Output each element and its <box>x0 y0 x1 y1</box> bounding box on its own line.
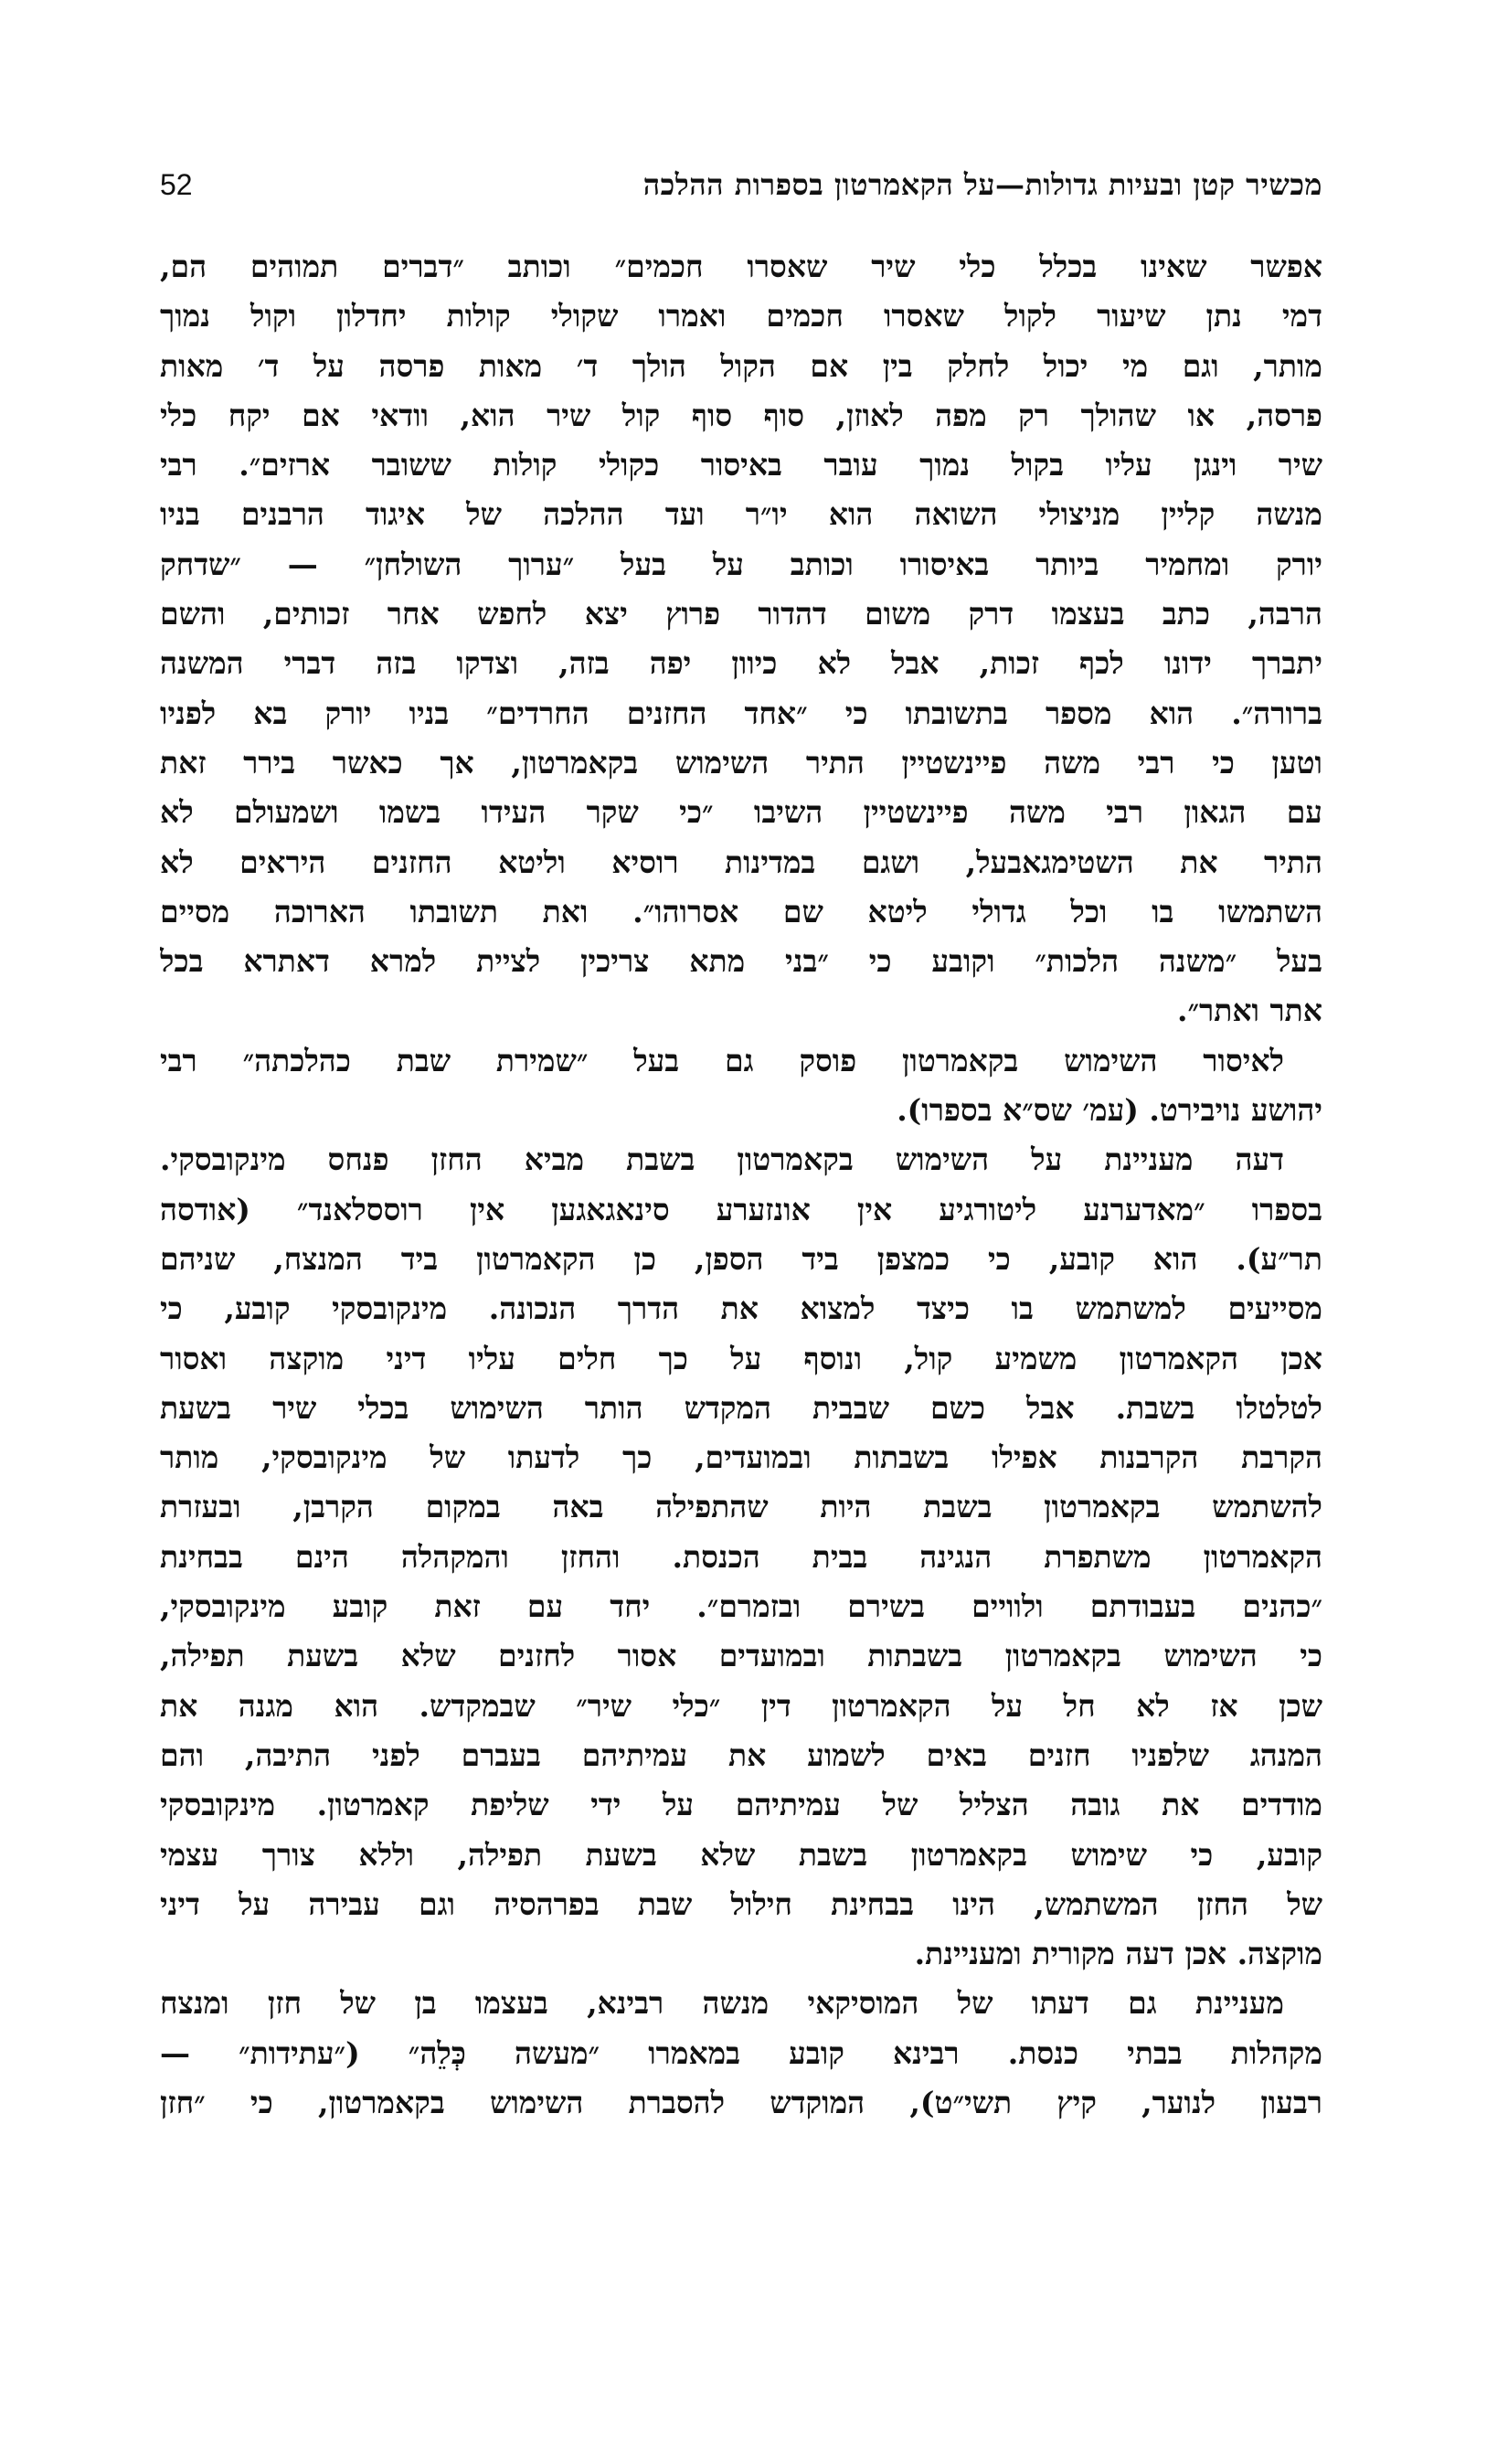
text-line: פרסה, או שהולך רק מפה לאוזן, סוף סוף קול שיר הוא, וודאי אם יקח כלי <box>160 397 1322 433</box>
text-line: הרבה, כתב בעצמו דרק משום דהדור פרוץ יצא לחפש אחר זכותים, והשם <box>160 596 1322 632</box>
text-line: השתמשו בו וכל גדולי ליטא שם אסרוהו״. ואת תשובתו הארוכה מסיים <box>160 893 1322 929</box>
text-line: התיר את השטימגאבעל, ושגם במדינות רוסיא וליטא החזנים היראים לא <box>160 844 1322 880</box>
text-line: להשתמש בקאמרטון בשבת היות שהתפילה באה במקום הקרבן, ובעזרת <box>160 1489 1322 1525</box>
text-line: אפשר שאינו בכלל כלי שיר שאסרו חכמים״ וכותב ״דברים תמוהים הם, <box>160 249 1322 284</box>
text-line: ״כהנים בעבודתם ולוויים בשירם ובזמרם״. יחד עם זאת קובע מינקובסקי, <box>160 1588 1322 1625</box>
text-line: מסייעים למשתמש בו כיצד למצוא את הדרך הנכונה. מינקובסקי קובע, כי <box>160 1290 1322 1327</box>
text-line: ברורה״. הוא מספר בתשובתו כי ״אחד החזנים החרדים״ בניו יורק בא לפניו <box>160 695 1322 731</box>
text-line: לאיסור השימוש בקאמרטון פוסק גם בעל ״שמירת שבת כהלכתה״ רבי <box>160 1042 1284 1078</box>
text-line: וטען כי רבי משה פיינשטיין התיר השימוש בקאמרטון, אך כאשר בירר זאת <box>160 744 1322 781</box>
text-line: דמי נתן שיעור לקול שאסרו חכמים ואמרו שקולי קולות יחדלון וקול נמוך <box>160 298 1322 335</box>
text-line: מקהלות בבתי כנסת. רבינא קובע במאמרו ״מעשה כְּלֵה״ (״עתידות״ — <box>160 2034 1322 2071</box>
text-line: כי השימוש בקאמרטון בשבתות ובמועדים אסור לחזנים שלא בשעת תפילה, <box>160 1638 1322 1674</box>
text-line: אכן הקאמרטון משמיע קול, ונוסף על כך חלים עליו דיני מוקצה ואסור <box>160 1340 1322 1376</box>
text-line: הקאמרטון משתפרת הנגינה בבית הכנסת. והחזן והמקהלה הינם בבחינת <box>160 1538 1322 1575</box>
text-line: לטלטלו בשבת. אבל כשם שבבית המקדש הותר השימוש בכלי שיר בשעת <box>160 1389 1322 1426</box>
text-line: מודדים את גובה הצליל של עמיתיהם על ידי שליפת קאמרטון. מינקובסקי <box>160 1787 1322 1823</box>
text-line: הקרבת הקרבנות אפילו בשבתות ובמועדים, כך לדעתו של מינקובסקי, מותר <box>160 1439 1322 1476</box>
text-line: מנשה קליין מניצולי השואה הוא יו״ר ועד ההלכה של איגוד הרבנים בניו <box>160 496 1322 533</box>
text-line: קובע, כי שימוש בקאמרטון בשבת שלא בשעת תפילה, וללא צורך עצמי <box>160 1836 1322 1873</box>
text-line: יתברך ידונו לכף זכות, אבל לא כיוון יפה בזה, וצדקו בזה דברי המשנה <box>160 645 1322 682</box>
text-line: שכן אז לא חל על הקאמרטון דין ״כלי שיר״ שבמקדש. הוא מגנה את <box>160 1687 1322 1724</box>
text-line: תר״ע). הוא קובע, כי כמצפן ביד הספן, כן הקאמרטון ביד המנצח, שניהם <box>160 1240 1322 1277</box>
text-line: יהושע נויבירט. (עמ׳ שס״א בספרו). <box>897 1092 1322 1129</box>
text-line: מותר, וגם מי יכול לחלק בין אם הקול הולך ד׳ מאות פרסה על ד׳ מאות <box>160 347 1322 384</box>
text-line: מוקצה. אכן דעה מקורית ומעניינת. <box>914 1936 1322 1972</box>
page-number: 52 <box>160 167 193 201</box>
text-line: שיר וינגן עליו בקול נמוך עובר באיסור כקולי קולות ששובר ארזים״. רבי <box>160 447 1322 483</box>
running-head <box>160 157 1322 212</box>
body-text <box>160 242 1322 2128</box>
text-line: בספרו ״מאדערנע ליטורגיע אין אונזערע סינאגאגען אין רוססלאנד״ (אודסה <box>160 1191 1322 1227</box>
text-line: אתר ואתר״. <box>1176 993 1322 1029</box>
text-line: יורק ומחמיר ביותר באיסורו וכותב על בעל ״ערוך השולחן״ — ״שדחק <box>160 546 1322 582</box>
text-line: רבעון לנוער, קיץ תשי״ט), המוקדש להסברת השימוש בקאמרטון, כי ״חזן <box>160 2084 1322 2120</box>
text-line: בעל ״משנה הלכות״ וקובע כי ״בני מתא צריכין לציית למרא דאתרא בכל <box>160 943 1322 980</box>
text-line: מעניינת גם דעתו של המוסיקאי מנשה רבינא, בעצמו בן של חזן ומנצח <box>160 1985 1284 2022</box>
running-title: מכשיר קטן ובעיות גדולות—על הקאמרטון בספרות ההלכה <box>642 167 1322 202</box>
text-line: עם הגאון רבי משה פיינשטיין השיבו ״כי שקר העידו בשמו ושמעולם לא <box>160 794 1322 831</box>
text-line: המנהג שלפניו חזנים באים לשמוע את עמיתיהם בעברם לפני התיבה, והם <box>160 1736 1322 1773</box>
text-line: של החזן המשתמש, הינו בבחינת חילול שבת בפרהסיה וגם עבירה על דיני <box>160 1885 1322 1922</box>
text-line: דעה מעניינת על השימוש בקאמרטון בשבת מביא החזן פנחס מינקובסקי. <box>160 1142 1284 1178</box>
